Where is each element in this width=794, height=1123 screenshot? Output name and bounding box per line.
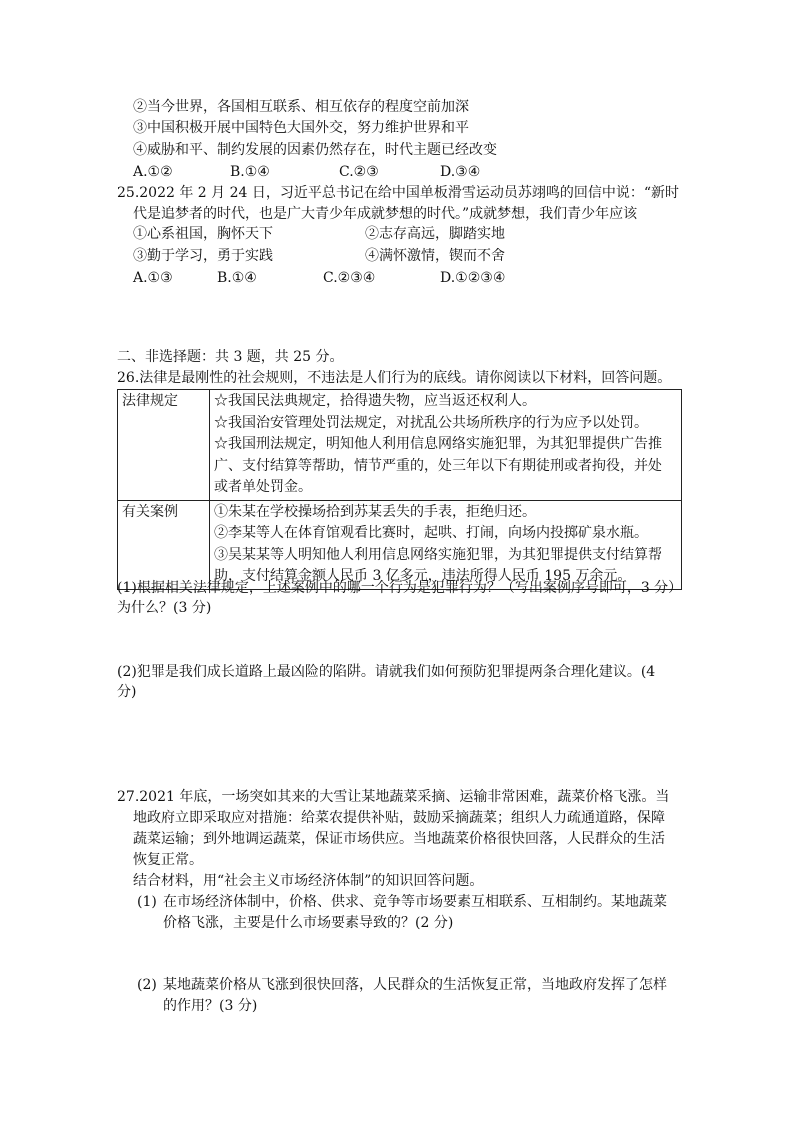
q24-option-d: D.③④ [440,164,481,180]
q24-option-c: C.②③ [339,164,379,180]
q27-line-4: 恢复正常。 [133,852,203,868]
q25-option-d: D.①②③④ [440,270,506,286]
q24-option-b: B.①④ [230,164,270,180]
case-line-3: ③吴某某等人明知他人利用信息网络实施犯罪，为其犯罪提供支付结算帮 [214,546,662,563]
q25-option-c: C.②③④ [323,270,376,286]
q24-item-4: ④威胁和平、制约发展的因素仍然存在，时代主题已经改变 [133,142,497,158]
q25-option-a: A.①③ [133,270,173,286]
q25-item-2: ②志存高远，脚踏实地 [365,226,505,242]
law-line-4: 广、支付结算等帮助，情节严重的，处三年以下有期徒刑或者拘役，并处 [214,457,662,474]
q27-sub2-line-1: 某地蔬菜价格从飞涨到很快回落，人民群众的生活恢复正常，当地政府发挥了怎样 [163,977,667,993]
q24-item-3: ③中国积极开展中国特色大国外交，努力维护世界和平 [133,120,469,136]
q27-sub1-number: (1) [137,894,157,910]
q26-sub1-line-2: 为什么？(3 分) [117,600,212,616]
q25-item-1: ①心系祖国，胸怀天下 [133,226,273,242]
law-line-5: 或者单处罚金。 [214,479,312,495]
q25-item-3: ③勤于学习，勇于实践 [133,248,273,264]
table-row-case [118,500,682,589]
q27-sub2-line-2: 的作用？(3 分) [163,998,258,1014]
case-content-cell [210,500,682,589]
q27-line-5: 结合材料，用“社会主义市场经济体制”的知识回答问题。 [133,873,484,889]
q26-sub1-line-1: (1)根据相关法律规定，上述案例中的哪一个行为是犯罪行为？（写出案例序号即可，3 分） [117,580,683,596]
law-content-cell [210,390,682,501]
case-line-4: 助，支付结算金额人民币 3 亿多元，违法所得人民币 195 万余元。 [214,568,632,584]
q27-sub2-number: (2) [137,977,157,993]
case-line-2: ②李某等人在体育馆观看比赛时，起哄、打闹，向场内投掷矿泉水瓶。 [214,525,648,541]
q25-option-b: B.①④ [217,270,257,286]
section-2-title: 二、非选择题：共 3 题，共 25 分。 [117,349,344,365]
q24-option-a: A.①② [133,164,173,180]
law-header-cell: 法律规定 [118,390,210,501]
q26-stem: 26.法律是最刚性的社会规则，不违法是人们行为的底线。请你阅读以下材料，回答问题。 [117,370,672,386]
q25-stem-line-2: 代是追梦者的时代，也是广大青少年成就梦想的时代。”成就梦想，我们青少年应该 [133,206,638,222]
law-line-2: ☆我国治安管理处罚法规定，对扰乱公共场所秩序的行为应予以处罚。 [214,414,648,431]
q25-stem-line-1: 25.2022 年 2 月 24 日，习近平总书记在给中国单板滑雪运动员苏翊鸣的回信中说：“新时 [117,185,680,201]
table-row-law [118,390,682,501]
q26-sub2-line-1: (2)犯罪是我们成长道路上最凶险的陷阱。请就我们如何预防犯罪提两条合理化建议。(4 [117,664,656,680]
q26-sub2-line-2: 分) [117,684,137,700]
law-line-3: ☆我国刑法规定，明知他人利用信息网络实施犯罪，为其犯罪提供广告推 [214,436,662,452]
case-line-1: ①朱某在学校操场拾到苏某丢失的手表，拒绝归还。 [214,503,536,520]
case-header-cell: 有关案例 [118,500,210,589]
q25-item-4: ④满怀激情，锲而不舍 [365,248,505,264]
law-line-1: ☆我国民法典规定，拾得遗失物，应当返还权利人。 [214,393,536,409]
q27-line-3: 蔬菜运输；到外地调运蔬菜，保证市场供应。当地蔬菜价格很快回落，人民群众的生活 [133,831,665,847]
q27-line-2: 地政府立即采取应对措施：给菜农提供补贴，鼓励采摘蔬菜；组织人力疏通道路，保障 [133,810,665,826]
q26-material-table [117,389,682,590]
q27-line-1: 27.2021 年底，一场突如其来的大雪让某地蔬菜采摘、运输非常困难，蔬菜价格飞涨。当 [117,789,670,805]
q24-item-2: ②当今世界，各国相互联系、相互依存的程度空前加深 [133,99,469,115]
q27-sub1-line-2: 价格飞涨，主要是什么市场要素导致的？(2 分) [163,915,454,931]
q27-sub1-line-1: 在市场经济体制中，价格、供求、竞争等市场要素互相联系、互相制约。某地蔬菜 [163,894,667,910]
